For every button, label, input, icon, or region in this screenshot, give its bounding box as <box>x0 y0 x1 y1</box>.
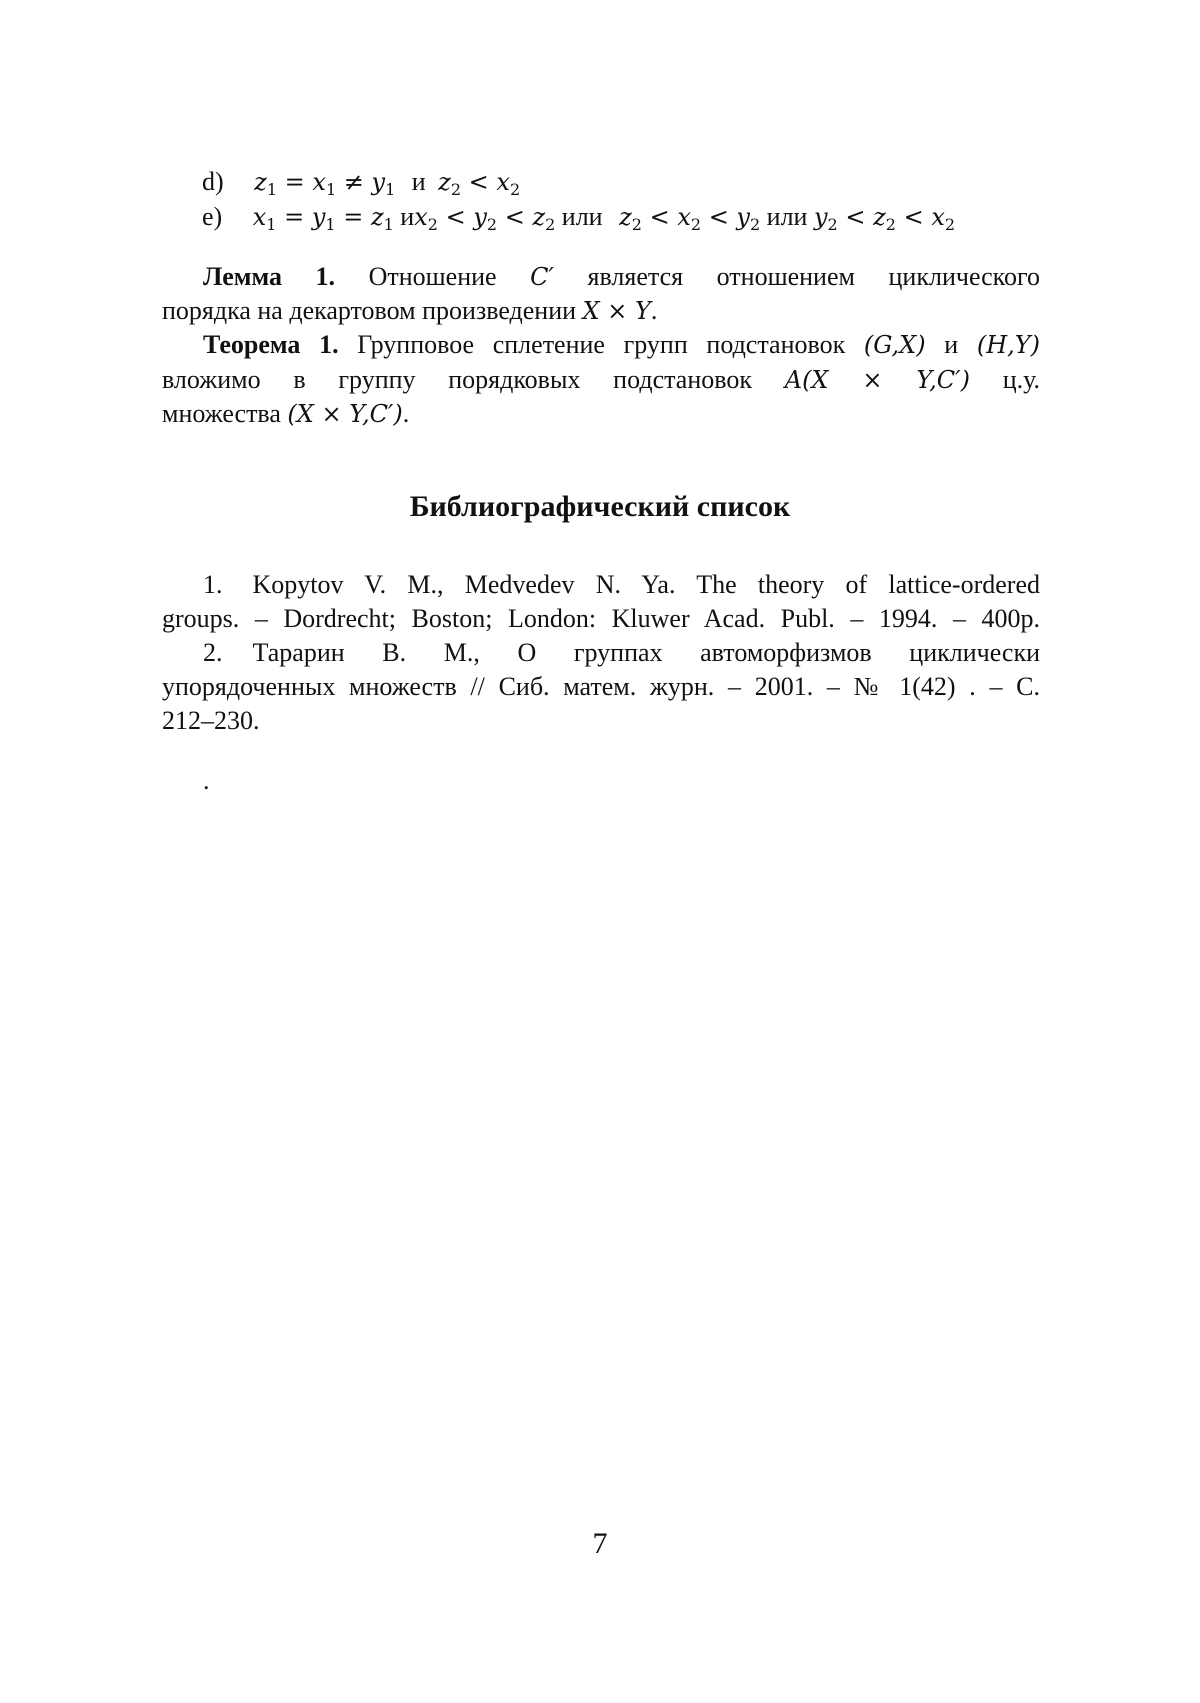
condition-e-formula-2: $x_2 < y_2 < z_2$ <box>414 203 556 234</box>
lemma-math-xy: X × Y <box>582 297 651 325</box>
condition-e-or-1: или <box>561 202 603 231</box>
lemma-label: Лемма 1. <box>203 262 336 291</box>
theorem-text-4: множества <box>162 399 281 428</box>
bibliography-heading: Библиографический список <box>409 490 791 523</box>
theorem-math-hy: (H,Y) <box>976 331 1041 359</box>
theorem-line-2 <box>162 363 1040 397</box>
page-number: 7 <box>592 1527 608 1560</box>
trailing-dot: . <box>203 766 210 795</box>
reference-2-line-3 <box>162 704 260 738</box>
reference-1-line-1 <box>203 568 1040 602</box>
lemma-line-2: порядка на декартовом произведении X × Y. <box>162 296 658 325</box>
condition-d-formula-2: $z_2 < x_2$ <box>438 168 521 199</box>
theorem-label: Теорема 1. <box>203 330 339 359</box>
condition-e <box>202 200 955 234</box>
theorem-math-set: (X × Y,C′) <box>287 400 403 428</box>
condition-e-label: e) <box>202 202 223 231</box>
theorem-text-2: вложимо в группу порядковых подстановок <box>162 365 752 394</box>
lemma-math-c: C′ <box>530 263 554 291</box>
reference-1-text-1: Kopytov V. M., Medvedev N. Ya. The theory of lattice-ordered <box>252 570 1040 599</box>
reference-2-line-1 <box>203 636 1040 670</box>
reference-2-line-2 <box>162 670 1040 704</box>
reference-1-number: 1. <box>203 570 223 599</box>
theorem-math-a: A(X × Y,C′) <box>784 366 970 394</box>
theorem-and: и <box>944 330 959 359</box>
condition-e-conj: и <box>400 202 415 231</box>
condition-e-or-2: или <box>766 202 808 231</box>
condition-d <box>202 165 520 199</box>
reference-2-text-3: 212–230. <box>162 706 260 735</box>
reference-1-text-2: groups. – Dordrecht; Boston; London: Kluwer Acad. Publ. – 1994. – 400p. <box>162 604 1040 633</box>
condition-e-formula-1: $x_1 = y_1 = z_1$ <box>252 203 394 234</box>
theorem-line-1 <box>203 328 1040 362</box>
lemma-text-3: порядка на декартовом произведении <box>162 296 577 325</box>
reference-2-text-1: Тарарин В. М., О группах автоморфизмов циклически <box>252 638 1040 667</box>
theorem-text-1: Групповое сплетение групп подстановок <box>357 330 846 359</box>
reference-1-line-2 <box>162 602 1040 636</box>
lemma-text-2: является отношением циклического <box>587 262 1040 291</box>
condition-e-formula-4: $y_2 < z_2 < x_2$ <box>813 203 956 234</box>
condition-d-formula-1: $z_1 = x_1 \ne y_1$ <box>254 168 396 199</box>
reference-2-text-2: упорядоченных множеств // Сиб. матем. журн. – 2001. – № 1(42) . – С. <box>162 672 1040 701</box>
theorem-text-3: ц.у. <box>1002 365 1040 394</box>
reference-2-number: 2. <box>203 638 223 667</box>
theorem-math-gx: (G,X) <box>863 331 926 359</box>
theorem-period: . <box>402 399 410 428</box>
lemma-text-1: Отношение <box>368 262 497 291</box>
theorem-line-3 <box>162 397 409 431</box>
lemma-line-1 <box>203 260 1040 294</box>
condition-e-formula-3: $z_2 < x_2 < y_2$ <box>619 203 761 234</box>
condition-d-label: d) <box>202 167 224 196</box>
condition-d-conj: и <box>411 167 426 196</box>
